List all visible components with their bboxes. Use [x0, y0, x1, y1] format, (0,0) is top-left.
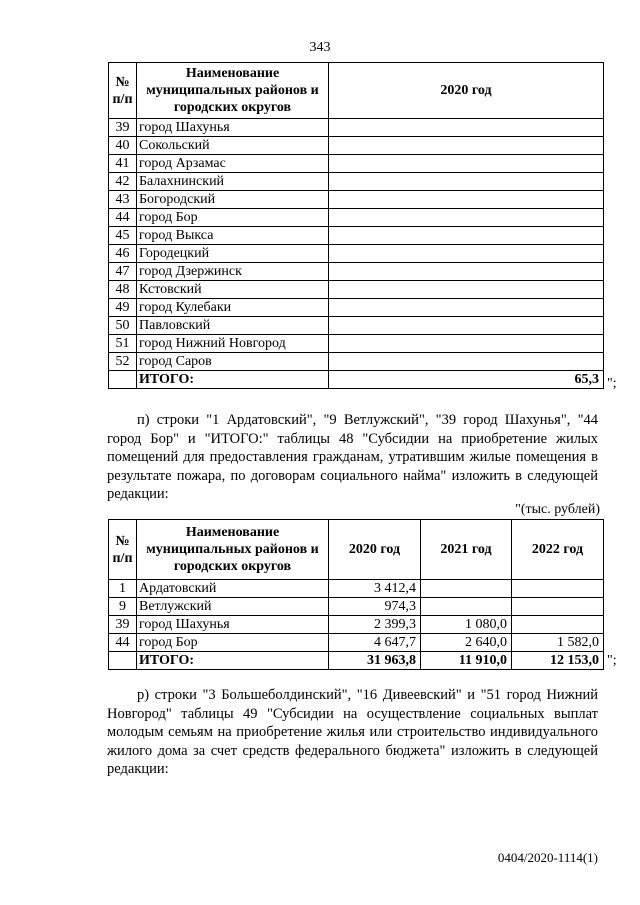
- table-row: [109, 353, 604, 371]
- total-empty: [109, 652, 137, 670]
- row-name: Городецкий: [137, 245, 329, 263]
- row-number: 44: [109, 209, 137, 227]
- table-row: [109, 299, 604, 317]
- total-value-2021: 11 910,0: [421, 652, 512, 670]
- row-name: Сокольский: [137, 137, 329, 155]
- row-value-2020: [329, 191, 604, 209]
- row-number: 49: [109, 299, 137, 317]
- table-1-closing-quote: ";: [607, 376, 617, 391]
- table-row: [109, 227, 604, 245]
- row-value-2020: 4 647,7: [329, 634, 421, 652]
- table-row: [109, 598, 604, 616]
- row-value-2020: [329, 209, 604, 227]
- row-number: 46: [109, 245, 137, 263]
- row-value-2021: 1 080,0: [421, 616, 512, 634]
- row-value-2022: [512, 580, 604, 598]
- row-value-2020: [329, 173, 604, 191]
- row-value-2020: [329, 227, 604, 245]
- row-value-2020: 2 399,3: [329, 616, 421, 634]
- header-name: Наименование муниципальных районов и городских округов: [137, 520, 329, 580]
- row-value-2021: 2 640,0: [421, 634, 512, 652]
- paragraph-p: п) строки "1 Ардатовский", "9 Ветлужский", "39 город Шахунья", "44 город Бор" и "ИТОГО:" таблицы 48 "Субсидии на приобретение жилых помещений для предоставления гражданам, утратившим жилые помещения в результате пожара, по договорам социального найма" изложить в следующей редакции:: [107, 412, 598, 502]
- header-2020: 2020 год: [329, 63, 604, 119]
- row-number: 42: [109, 173, 137, 191]
- row-name: Ардатовский: [137, 580, 329, 598]
- row-value-2021: [421, 580, 512, 598]
- table-row: [109, 317, 604, 335]
- header-2020: 2020 год: [329, 520, 421, 580]
- row-name: город Саров: [137, 353, 329, 371]
- total-label: ИТОГО:: [137, 371, 329, 389]
- row-number: 40: [109, 137, 137, 155]
- page-number: 343: [309, 40, 331, 55]
- header-2022: 2022 год: [512, 520, 604, 580]
- row-value-2020: [329, 317, 604, 335]
- paragraph-r: р) строки "3 Большеболдинский", "16 Дивеевский" и "51 город Нижний Новгород" таблицы 49 "Субсидии на осуществление социальных выплат молодым семьям на приобретение жилья или строительство индивидуального жилого дома за счет средств федерального бюджета" изложить в следующей редакции:: [107, 687, 598, 777]
- row-number: 45: [109, 227, 137, 245]
- row-value-2020: [329, 299, 604, 317]
- row-value-2020: [329, 281, 604, 299]
- row-value-2020: [329, 245, 604, 263]
- row-name: город Дзержинск: [137, 263, 329, 281]
- row-value-2020: 3 412,4: [329, 580, 421, 598]
- row-value-2020: [329, 137, 604, 155]
- table-row: [109, 173, 604, 191]
- row-name: город Нижний Новгород: [137, 335, 329, 353]
- row-number: 51: [109, 335, 137, 353]
- table-row: [109, 191, 604, 209]
- row-number: 1: [109, 580, 137, 598]
- row-value-2020: [329, 119, 604, 137]
- header-2021: 2021 год: [421, 520, 512, 580]
- row-number: 44: [109, 634, 137, 652]
- row-name: Богородский: [137, 191, 329, 209]
- row-name: Павловский: [137, 317, 329, 335]
- table-row: [109, 245, 604, 263]
- total-row: [109, 371, 604, 389]
- row-value-2020: [329, 155, 604, 173]
- row-name: город Бор: [137, 634, 329, 652]
- header-num: № п/п: [109, 63, 137, 119]
- total-empty: [109, 371, 137, 389]
- row-number: 41: [109, 155, 137, 173]
- row-name: город Арзамас: [137, 155, 329, 173]
- total-label: ИТОГО:: [137, 652, 329, 670]
- row-name: Кстовский: [137, 281, 329, 299]
- table-row: [109, 634, 604, 652]
- row-value-2022: [512, 616, 604, 634]
- table-row: [109, 616, 604, 634]
- row-number: 39: [109, 119, 137, 137]
- table-1: [108, 62, 604, 389]
- total-value-2020: 31 963,8: [329, 652, 421, 670]
- row-value-2020: [329, 353, 604, 371]
- table-row: [109, 119, 604, 137]
- table-row: [109, 580, 604, 598]
- header-num: № п/п: [109, 520, 137, 580]
- row-number: 43: [109, 191, 137, 209]
- row-value-2022: 1 582,0: [512, 634, 604, 652]
- units-label: "(тыс. рублей): [515, 502, 600, 517]
- table-row: [109, 281, 604, 299]
- row-value-2021: [421, 598, 512, 616]
- row-number: 52: [109, 353, 137, 371]
- row-number: 39: [109, 616, 137, 634]
- row-name: город Бор: [137, 209, 329, 227]
- row-value-2022: [512, 598, 604, 616]
- row-number: 9: [109, 598, 137, 616]
- row-value-2020: [329, 335, 604, 353]
- row-number: 50: [109, 317, 137, 335]
- table-row: [109, 137, 604, 155]
- row-number: 48: [109, 281, 137, 299]
- total-row: [109, 652, 604, 670]
- table-2-closing-quote: ";: [607, 653, 617, 668]
- row-name: Балахнинский: [137, 173, 329, 191]
- row-value-2020: 974,3: [329, 598, 421, 616]
- table-row: [109, 155, 604, 173]
- table-row: [109, 209, 604, 227]
- row-name: город Кулебаки: [137, 299, 329, 317]
- table-row: [109, 335, 604, 353]
- row-name: город Выкса: [137, 227, 329, 245]
- table-row: [109, 263, 604, 281]
- table-2: [108, 519, 604, 670]
- row-name: Ветлужский: [137, 598, 329, 616]
- total-value-2022: 12 153,0: [512, 652, 604, 670]
- row-name: город Шахунья: [137, 616, 329, 634]
- total-value-2020: 65,3: [329, 371, 604, 389]
- row-name: город Шахунья: [137, 119, 329, 137]
- row-value-2020: [329, 263, 604, 281]
- row-number: 47: [109, 263, 137, 281]
- header-name: Наименование муниципальных районов и городских округов: [137, 63, 329, 119]
- footer-code: 0404/2020-1114(1): [497, 850, 598, 865]
